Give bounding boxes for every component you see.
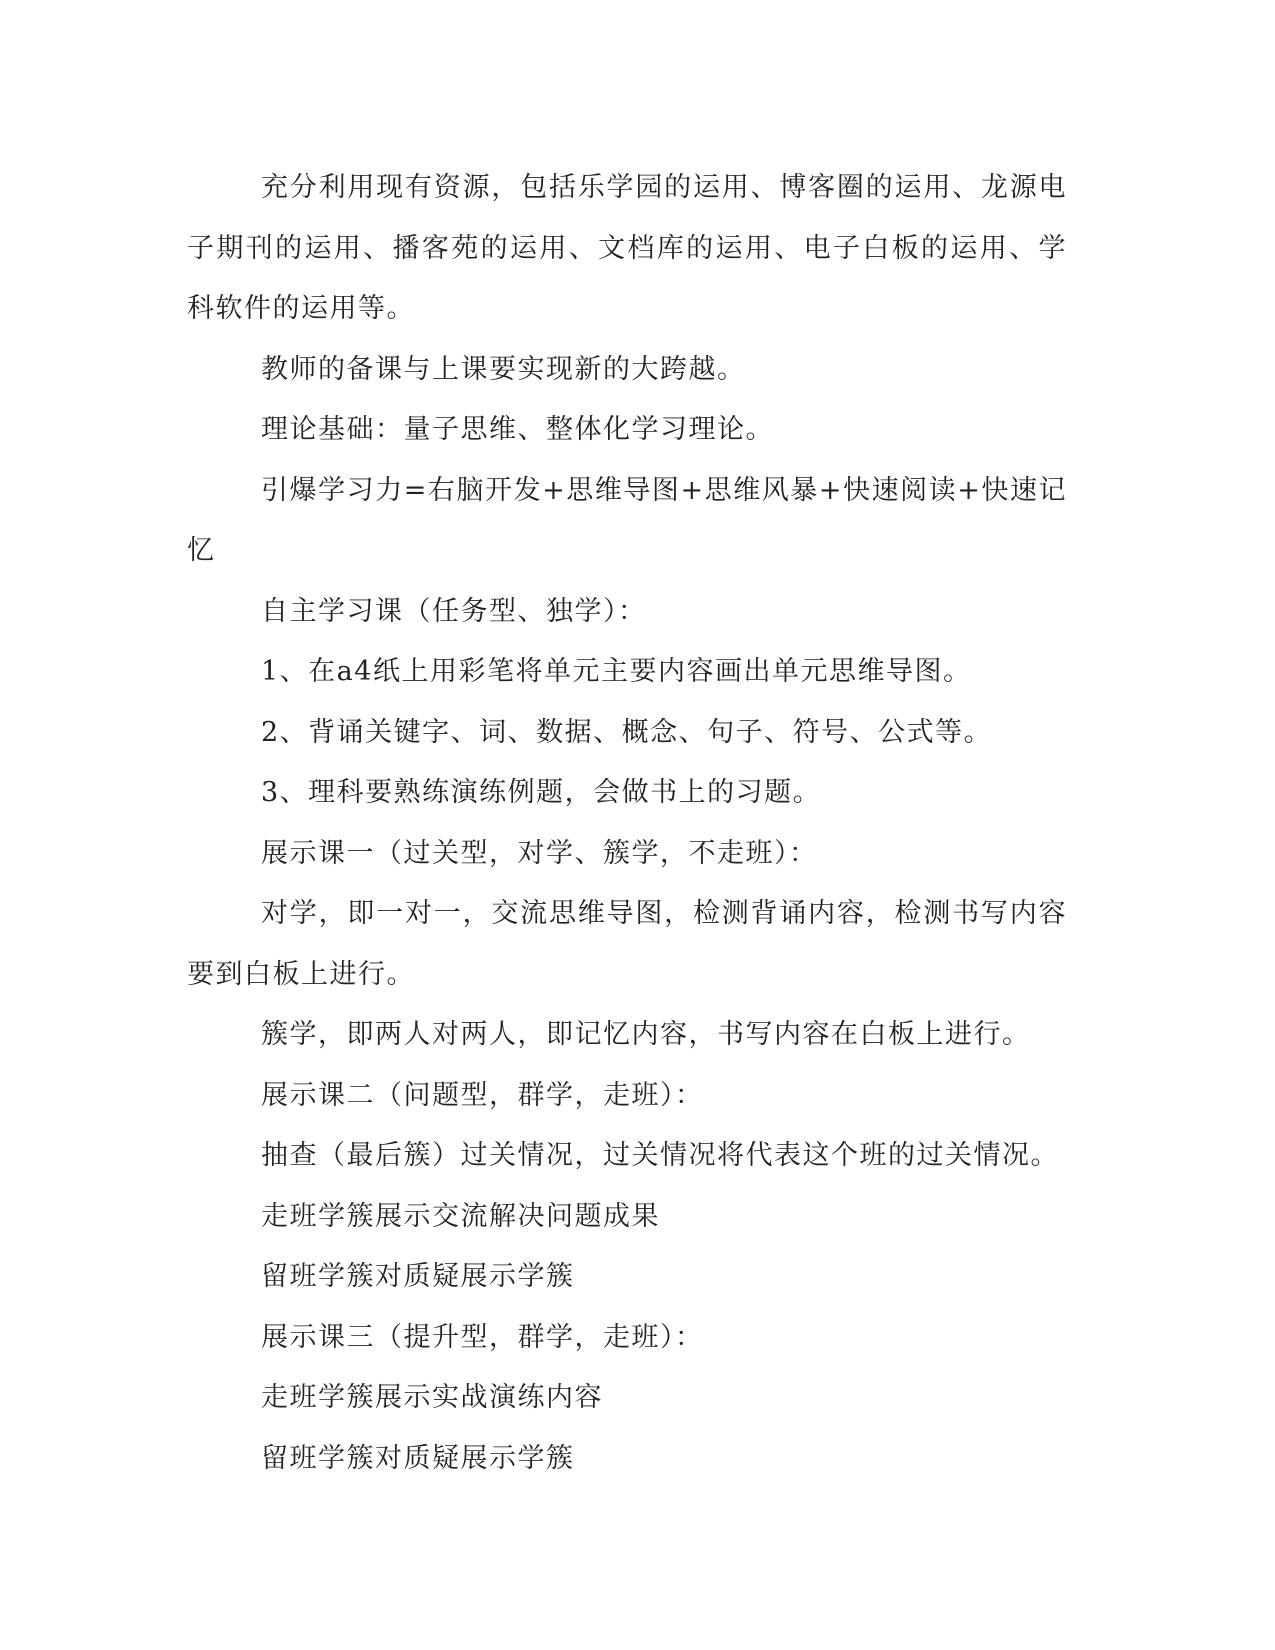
- paragraph-staying-cluster-1: 留班学簇对质疑展示学簇: [261, 1261, 575, 1292]
- paragraph-leap: 教师的备课与上课要实现新的大跨越。: [261, 353, 746, 385]
- heading-self-study: 自主学习课（任务型、独学）：: [261, 595, 647, 627]
- heading-show-class-1: 展示课一（过关型，对学、簇学，不走班）：: [261, 837, 818, 869]
- paragraph-moving-cluster-1: 走班学簇展示交流解决问题成果: [261, 1200, 660, 1232]
- list-item-2: 2、背诵关键字、词、数据、概念、句子、符号、公式等。: [261, 716, 993, 748]
- list-item-1: 1、在a4纸上用彩笔将单元主要内容画出单元思维导图。: [261, 656, 972, 687]
- paragraph-formula: 引爆学习力=右脑开发+思维导图+思维风暴+快速阅读+快速记忆: [187, 474, 1067, 566]
- paragraph-moving-cluster-2: 走班学簇展示实战演练内容: [261, 1382, 603, 1413]
- paragraph-cluster-study: 簇学，即两人对两人，即记忆内容，书写内容在白板上进行。: [261, 1019, 1031, 1050]
- paragraph-pair-study: 对学，即一对一，交流思维导图，检测背诵内容，检测书写内容要到白板上进行。: [187, 898, 1067, 990]
- paragraph-spot-check: 抽查（最后簇）过关情况，过关情况将代表这个班的过关情况。: [261, 1140, 1059, 1171]
- paragraph-theory: 理论基础：量子思维、整体化学习理论。: [261, 414, 774, 445]
- list-item-3: 3、理科要熟练演练例题，会做书上的习题。: [261, 777, 822, 808]
- paragraph-staying-cluster-2: 留班学簇对质疑展示学簇: [261, 1442, 575, 1474]
- paragraph-resources: 充分利用现有资源，包括乐学园的运用、博客圈的运用、龙源电子期刊的运用、播客苑的运用、文档库的运用、电子白板的运用、学科软件的运用等。: [187, 172, 1067, 324]
- heading-show-class-2: 展示课二（问题型，群学，走班）：: [261, 1079, 704, 1111]
- document-body: [187, 158, 1067, 1489]
- heading-show-class-3: 展示课三（提升型，群学，走班）：: [261, 1321, 704, 1353]
